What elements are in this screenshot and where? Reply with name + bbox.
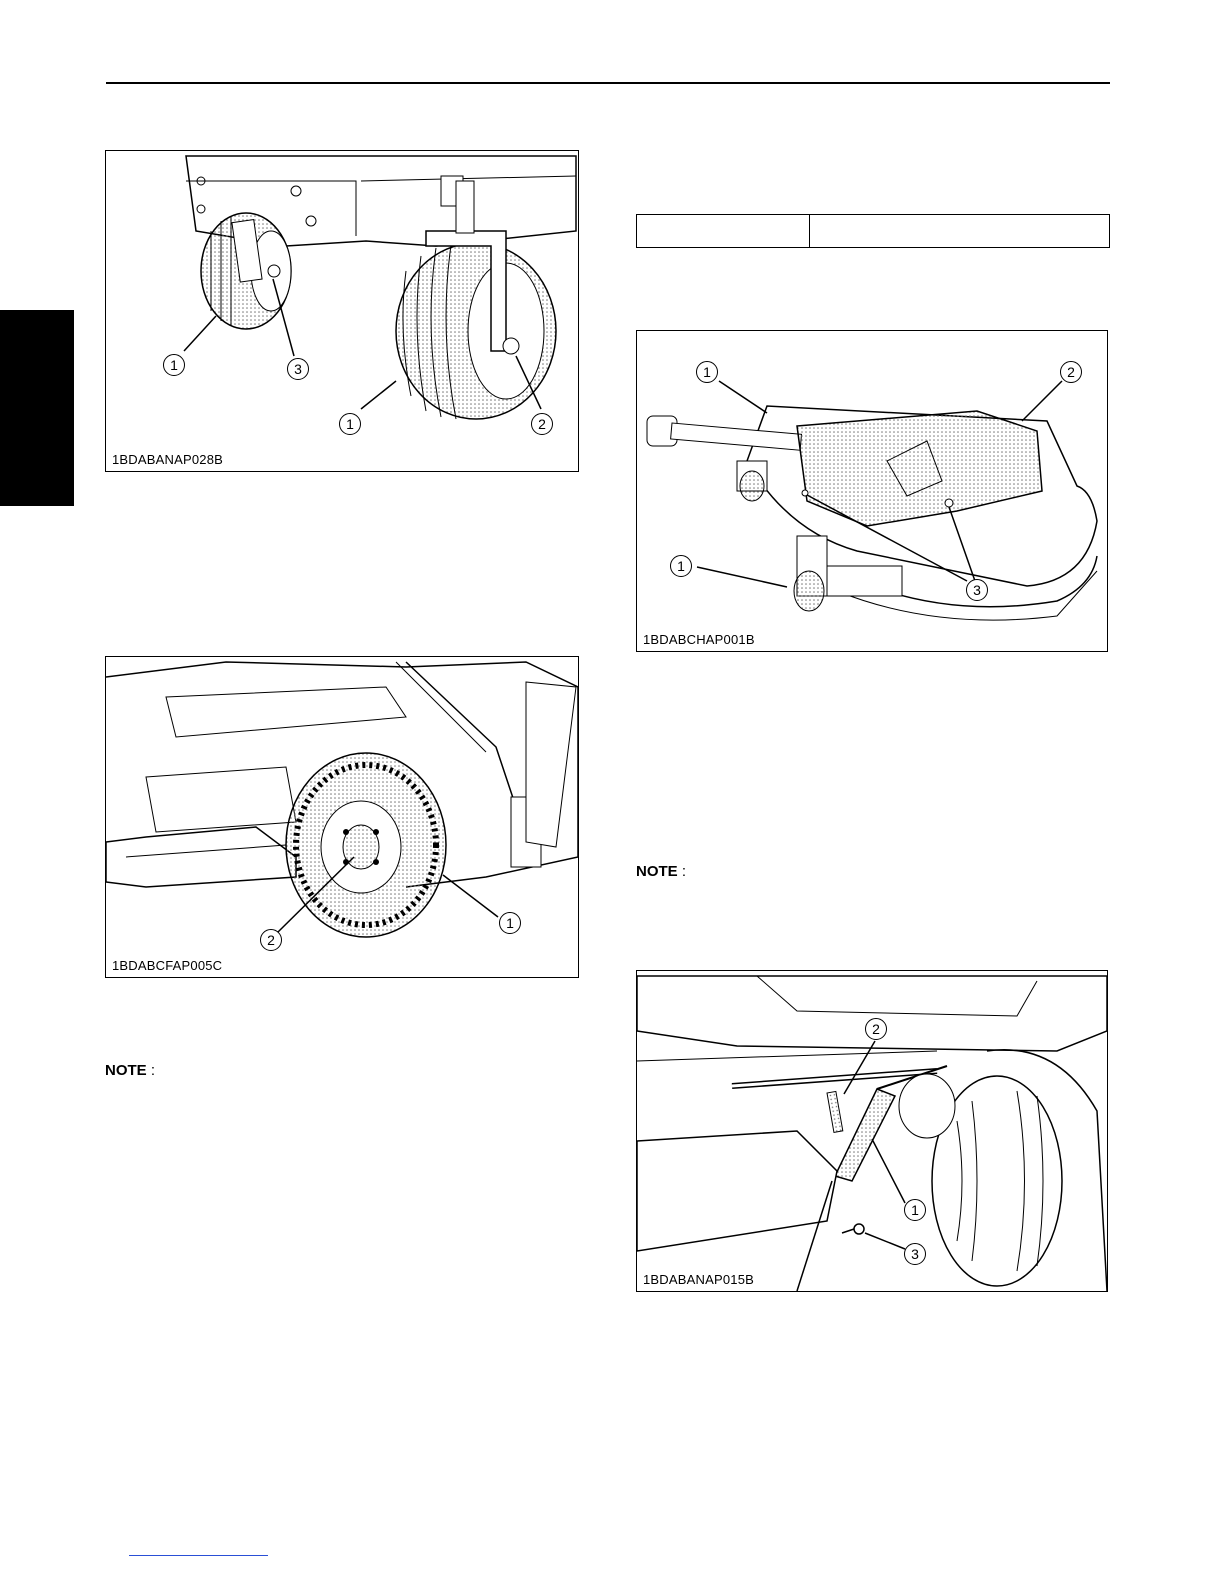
- callout-3: 3: [904, 1243, 926, 1265]
- figure-rear-wheel: [105, 656, 579, 978]
- callout-1: 1: [696, 361, 718, 383]
- figure-code: 1BDABCHAP001B: [643, 632, 755, 647]
- callout-2: 2: [260, 929, 282, 951]
- table-cell: [637, 215, 810, 248]
- callout-2: 2: [531, 413, 553, 435]
- spec-table: [636, 214, 1110, 248]
- callout-2: 2: [865, 1018, 887, 1040]
- callout-1: 1: [163, 354, 185, 376]
- header-rule: [106, 82, 1110, 84]
- section-tab: [0, 310, 74, 506]
- note-colon: :: [150, 1062, 156, 1079]
- note-label-text: NOTE: [636, 863, 678, 880]
- callout-3: 3: [966, 579, 988, 601]
- note-label-text: NOTE: [105, 1062, 147, 1079]
- note-label-right: [636, 863, 686, 880]
- figure-caster-wheels: [105, 150, 579, 472]
- callout-1: 1: [670, 555, 692, 577]
- callout-2: 2: [1060, 361, 1082, 383]
- table-row: [637, 215, 1110, 248]
- callout-1: 1: [904, 1199, 926, 1221]
- note-label-left: [105, 1062, 155, 1079]
- callout-1: 1: [499, 912, 521, 934]
- callout-1: 1: [339, 413, 361, 435]
- figure-code: 1BDABANAP028B: [112, 452, 223, 467]
- figure-linkage-pin: [636, 970, 1108, 1292]
- note-colon: :: [681, 863, 687, 880]
- figure-deck-cover: [636, 330, 1108, 652]
- table-cell: [810, 215, 1110, 248]
- footer-link-underline[interactable]: [129, 1555, 268, 1556]
- figure-code: 1BDABCFAP005C: [112, 958, 223, 973]
- callout-3: 3: [287, 358, 309, 380]
- figure-code: 1BDABANAP015B: [643, 1272, 754, 1287]
